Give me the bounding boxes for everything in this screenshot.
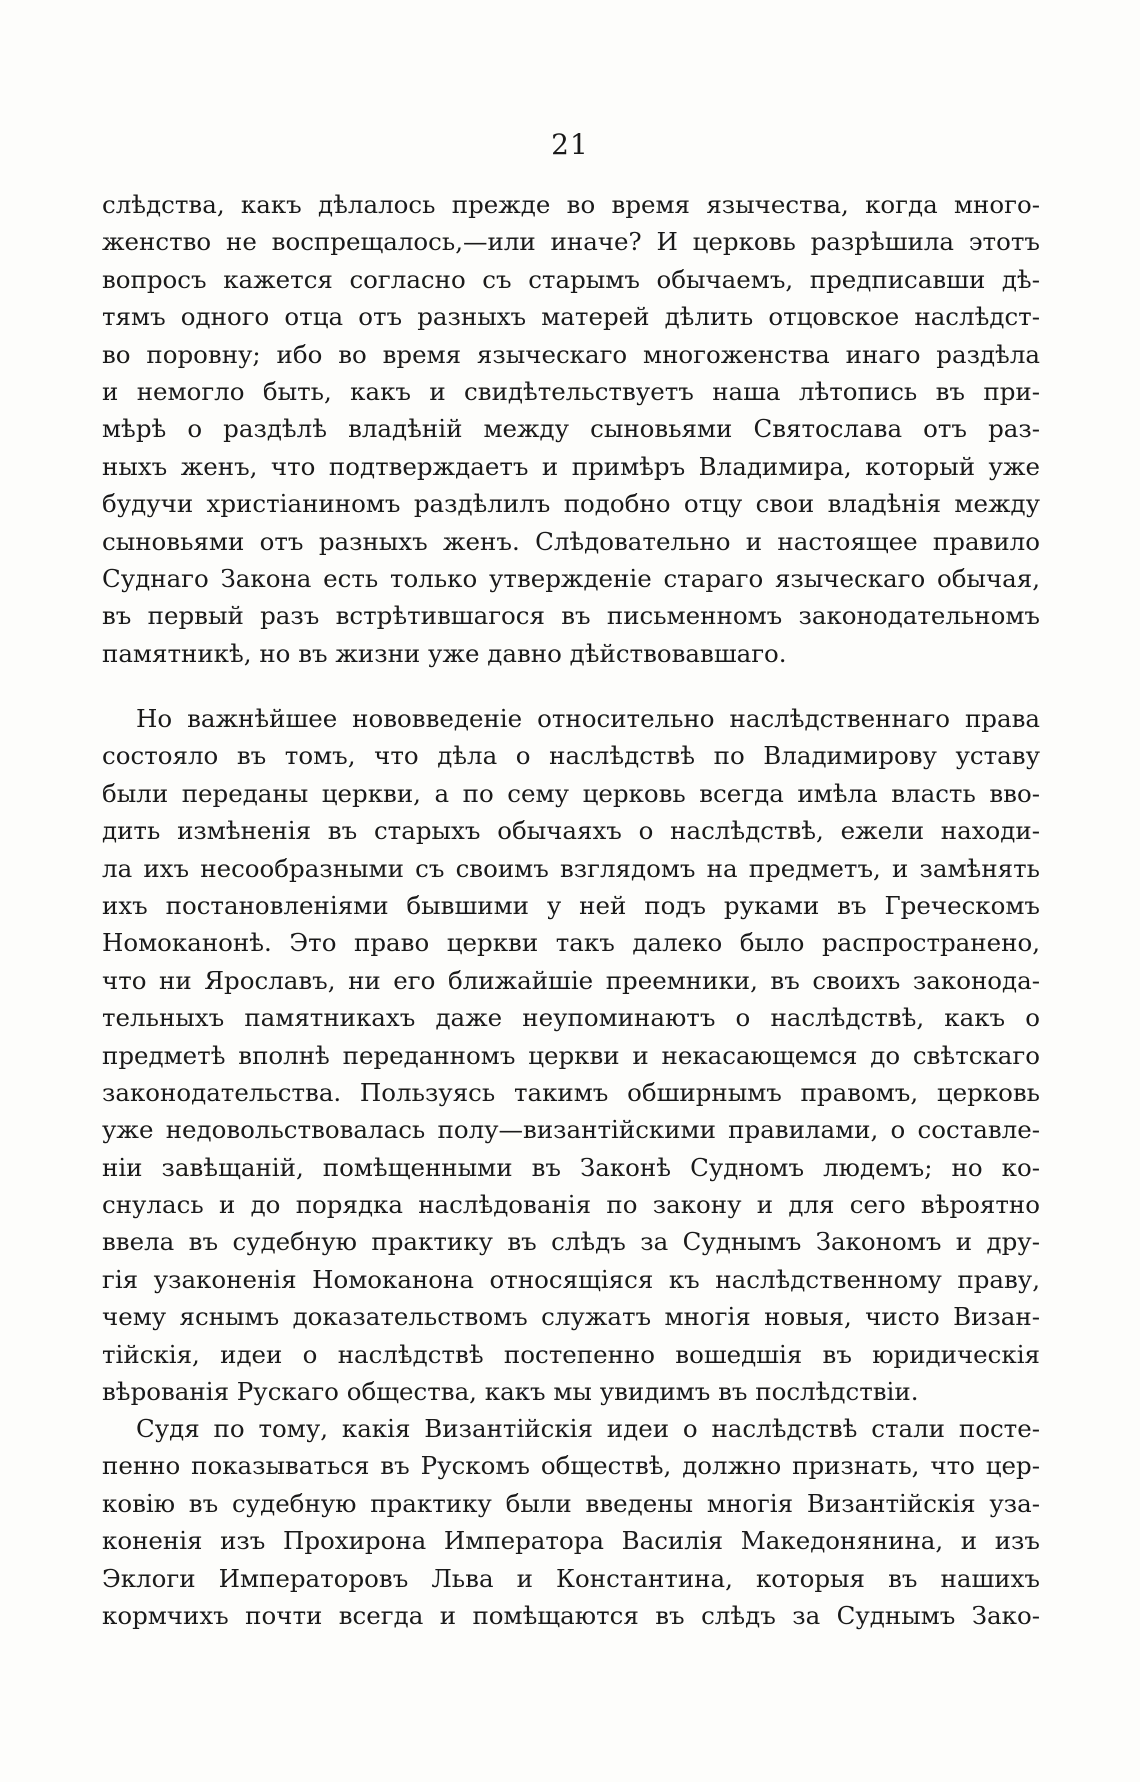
text-line: ныхъ женъ, что подтверждаетъ и примѣръ Владимира, который уже: [102, 451, 1040, 481]
text-line: во поровну; ибо во время языческаго многоженства инаго раздѣла: [102, 339, 1040, 369]
text-line: вопросъ кажется согласно съ старымъ обычаемъ, предписавши дѣ-: [102, 264, 1040, 294]
text-line: женство не воспрещалось,—или иначе? И церковь разрѣшила этотъ: [102, 227, 1040, 257]
text-line: коненія изъ Прохирона Императора Василія Македонянина, и изъ: [102, 1526, 1040, 1556]
text-line: что ни Ярославъ, ни его ближайшіе преемники, въ своихъ законода-: [102, 965, 1040, 995]
text-line: были переданы церкви, а по сему церковь всегда имѣла власть вво-: [102, 778, 1040, 808]
text-line: Судя по тому, какія Византійскія идеи о наслѣдствѣ стали посте-: [136, 1414, 1040, 1443]
text-line: тійскія, идеи о наслѣдствѣ постепенно вошедшія въ юридическія: [102, 1339, 1040, 1369]
text-line: ла ихъ несообразными съ своимъ взглядомъ на предметъ, и замѣнять: [102, 853, 1040, 883]
text-line: Суднаго Закона есть только утвержденіе стараго языческаго обычая,: [102, 563, 1040, 593]
text-line: въ первый разъ встрѣтившагося въ письменномъ законодательномъ: [102, 601, 1040, 631]
text-line: Номоканонѣ. Это право церкви такъ далеко было распространено,: [102, 928, 1040, 958]
text-line: гія узаконенія Номоканона относящіяся къ наслѣдственному праву,: [102, 1264, 1040, 1294]
text-line: мѣрѣ о раздѣлѣ владѣній между сыновьями Святослава отъ раз-: [102, 414, 1040, 444]
text-line: ихъ постановленіями бывшими у ней подъ руками въ Греческомъ: [102, 890, 1040, 920]
text-line: тельныхъ памятникахъ даже неупоминаютъ о наслѣдствѣ, какъ о: [102, 1003, 1040, 1033]
text-line: предметѣ вполнѣ переданномъ церкви и некасающемся до свѣтскаго: [102, 1040, 1040, 1070]
text-line: ніи завѣщаній, помѣщенными въ Законѣ Судномъ людемъ; но ко-: [102, 1152, 1040, 1182]
text-line: дить измѣненія въ старыхъ обычаяхъ о наслѣдствѣ, ежели находи-: [102, 816, 1040, 846]
text-line: Но важнѣйшее нововведеніе относительно наслѣдственнаго права: [136, 704, 1040, 733]
paragraph-2: [102, 700, 1040, 1410]
text-line: слѣдства, какъ дѣлалось прежде во время язычества, когда много-: [102, 190, 1040, 219]
text-line: Эклоги Императоровъ Льва и Константина, которыя въ нашихъ: [102, 1563, 1040, 1593]
text-line: сыновьями отъ разныхъ женъ. Слѣдовательно и настоящее правило: [102, 526, 1040, 556]
text-line: вѣрованія Рускаго общества, какъ мы увидимъ въ послѣдствіи.: [102, 1377, 919, 1407]
paragraph-1: [102, 186, 1040, 672]
text-line: памятникѣ, но въ жизни уже давно дѣйствовавшаго.: [102, 638, 787, 668]
text-line: законодательства. Пользуясь такимъ обширнымъ правомъ, церковь: [102, 1077, 1040, 1107]
text-line: кормчихъ почти всегда и помѣщаются въ слѣдъ за Суднымъ Зако-: [102, 1600, 1040, 1630]
text-line: уже недовольствовалась полу—византійскими правилами, о составле-: [102, 1115, 1040, 1145]
text-line: тямъ одного отца отъ разныхъ матерей дѣлить отцовское наслѣдст-: [102, 302, 1040, 332]
text-line: и немогло быть, какъ и свидѣтельствуетъ наша лѣтопись въ при-: [102, 376, 1040, 406]
text-line: чему яснымъ доказательствомъ служатъ многія новыя, чисто Визан-: [102, 1302, 1040, 1332]
text-line: снулась и до порядка наслѣдованія по закону и для сего вѣроятно: [102, 1190, 1040, 1220]
page-number: 21: [551, 128, 589, 161]
text-line: пенно показываться въ Рускомъ обществѣ, должно признать, что цер-: [102, 1451, 1040, 1481]
text-line: состояло въ томъ, что дѣла о наслѣдствѣ по Владимирову уставу: [102, 741, 1040, 771]
paragraph-3: [102, 1410, 1040, 1634]
text-line: будучи христіаниномъ раздѣлилъ подобно отцу свои владѣнія между: [102, 489, 1040, 519]
text-line: ковію въ судебную практику были введены многія Византійскія уза-: [102, 1488, 1040, 1518]
text-line: ввела въ судебную практику въ слѣдъ за Суднымъ Закономъ и дру-: [102, 1227, 1040, 1257]
